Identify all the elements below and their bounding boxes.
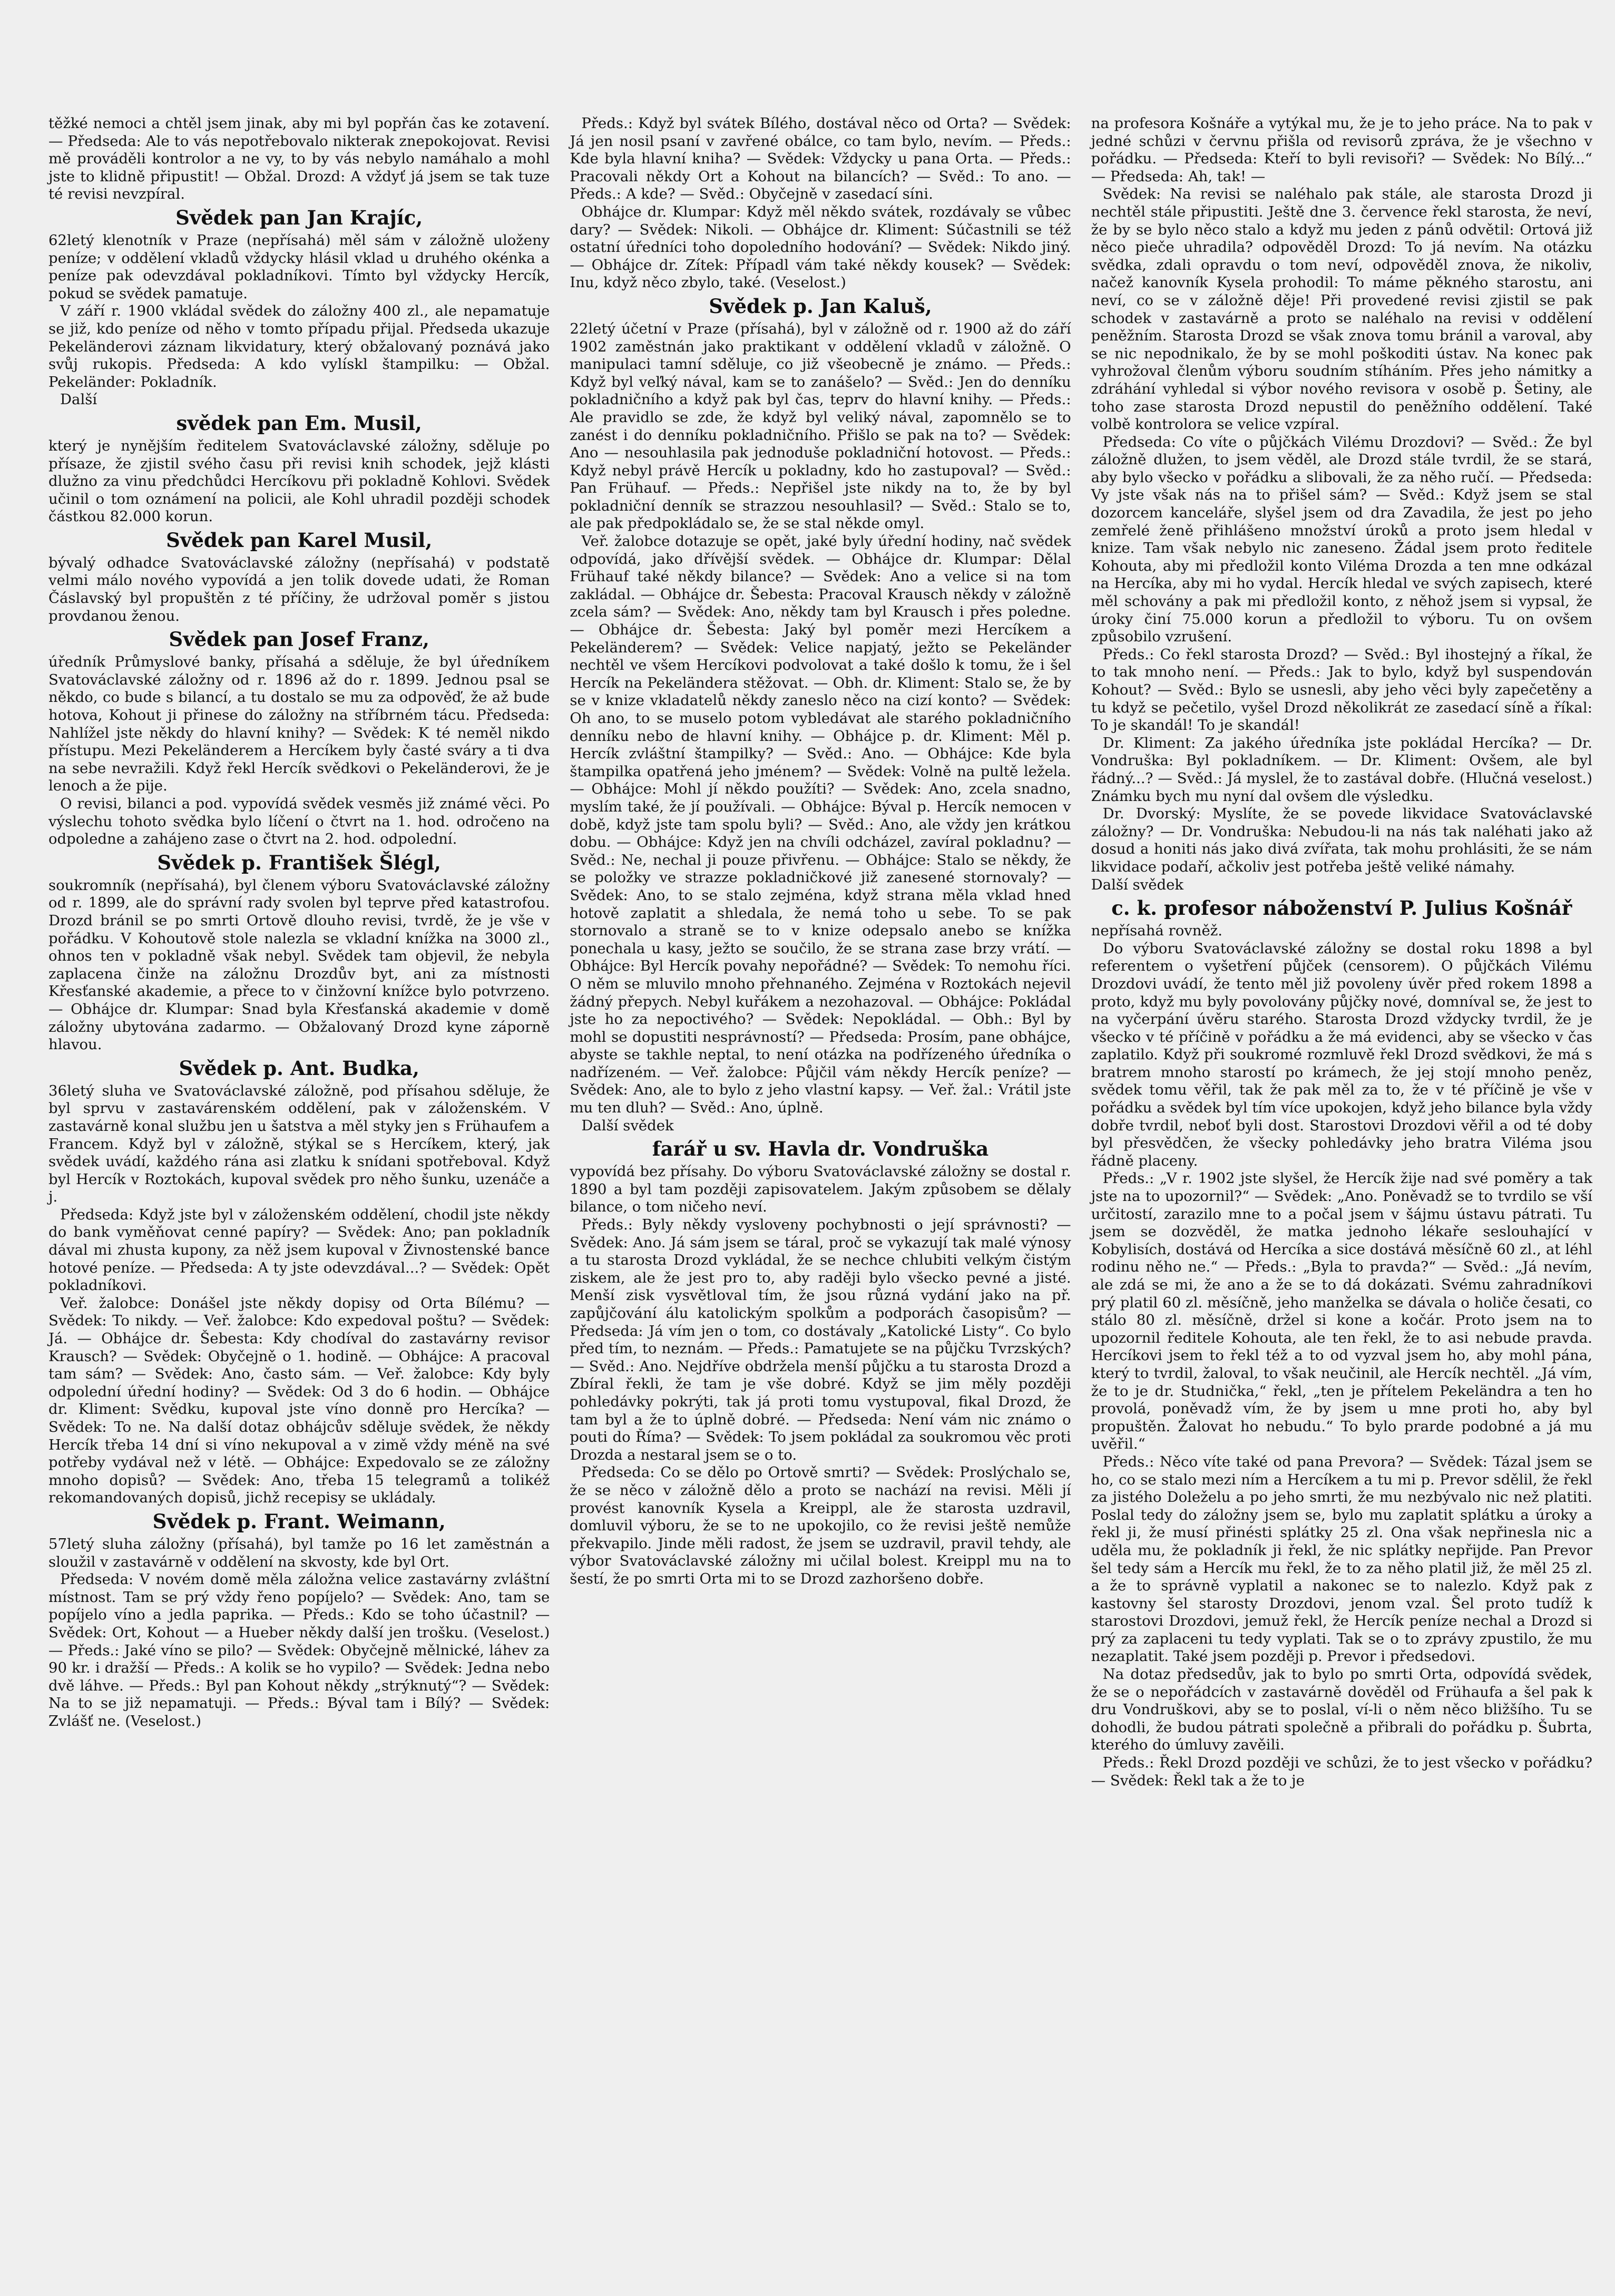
paragraph: Další svědek — [581, 1117, 674, 1134]
section-heading: Svědek p. Jan Kaluš, — [709, 294, 932, 318]
paragraph: který je nynějším ředitelem Svatováclavské záložny, sděluje po přísaze, že zjistil svého času při revisi knih schodek, jejž klásti dlužno za vinu předchůdci Hercíkovu při pokladně Kohlovi. Svědek učinil o tom oznámení na policii, ale Kohl uhradil později schodek částkou 82.000 korun. — [48, 437, 550, 525]
section-heading: svědek pan Em. Musil, — [176, 411, 422, 435]
column-2 — [570, 115, 1071, 2275]
paragraph: Další svědek — [1091, 876, 1184, 893]
paragraph: bývalý odhadce Svatováclavské záložny (nepřísahá) v podstatě velmi málo nového vypovídá a jen tolik dovede udati, že Roman Čáslavský byl propuštěn z té příčiny, že udržoval poměr s jistou provdanou ženou. — [48, 554, 550, 624]
paragraph: úředník Průmyslové banky, přísahá a sděluje, že byl úředníkem Svatováclavské záložny od r. 1896 až do r. 1899. Jednou psal se někdo, co bude s bilancí, a tu dostalo se mu za odpověď, že až bude hotova, Kohout ji přinese do záložny na stříbrném tácu. Předseda: Nahlížel jste někdy do hlavní knihy? — Svědek: K té neměl nikdo přístupu. Mezi Pekeländerem a Hercíkem byly časté sváry a ti dva na sebe nevražili. Když řekl Hercík svědkovi o Pekeländerovi, že je lenoch a že pije. — [48, 653, 550, 795]
paragraph: vypovídá bez přísahy. Do výboru Svatováclavské záložny se dostal r. 1890 a byl tam později zapisovatelem. Jakým způsobem se dělaly bilance, o tom ničeho neví. — [570, 1163, 1071, 1216]
paragraph: Veř. žalobce: Donášel jste někdy dopisy od Orta Bílému? — Svědek: To nikdy. — Veř. žalobce: Kdo expedoval poštu? — Svědek: Já. — Obhájce dr. Šebesta: Kdy chodíval do zastavárny revisor Krausch? — Svědek: Obyčejně o 1. hodině. — Obhájce: A pracoval tam sám? — Svědek: Ano, často sám. — Veř. žalobce: Kdy byly odpolední úřední hodiny? — Svědek: Od 3 do 6 hodin. — Obhájce dr. Kliment: Svědku, kupoval jste víno donně pro Hercíka? — Svědek: To ne. Na další dotaz obhájcův sděluje svědek, že někdy Hercík třeba 14 dní si víno nekupoval a v zimě vždy méně na své potřeby vydával než v létě. — Obhájce: Expedovalo se ze záložny mnoho dopisů? — Svědek: Ano, třeba 15 telegramů a tolikéž rekomandovaných dopisů, jichž recepisy se ukládaly. — [48, 1294, 550, 1507]
paragraph: nepřísahá rovněž. — [1091, 922, 1222, 940]
paragraph: Dr. Dvorský: Myslíte, že se povede likvidace Svatováclavské záložny? — Dr. Vondruška: Nebudou-li na nás tak naléhati jako až dosud a honiti nás jako divá zvířata, tak mohu prohlásiti, že se nám likvidace podaří, ačkoliv jest potřeba ještě veliké námahy. — [1091, 805, 1592, 875]
paragraph: Svědek: Na revisi se naléhalo pak stále, ale starosta Drozd ji nechtěl stále připustiti. Ještě dne 3. července řekl starosta, že neví, že by se bylo něco stalo a když mu jeden z pánů odvětil: Ortová již něco pieče uhradila? odpověděl Drozd: To já nevím. Na otázku svědka, zdali opravdu o tom neví, odpověděl znova, že nikoliv, načež kanovník Kysela prohodil: To máme pěkného starostu, ani neví, co se v záložně děje! Při provedené revisi zjistil se pak schodek v zastavárně a proto se naléhalo na revisi v oddělení peněžním. Starosta Drozd se však znova tomu bránil a varoval, aby se nic nepodnikalo, že by se mohl poškoditi ústav. Na konec pak vyhrožoval členům výboru soudním stíháním. Přes jeho námitky a zdráhání vyhledal si výbor nového revisora v osobě p. Šetiny, ale toho zase starosta Drozd nepustil do peněžního oddělení. Také volbě kontrolora se velice vzpíral. — [1091, 185, 1592, 433]
paragraph: Na dotaz předsedův, jak to bylo po smrti Orta, odpovídá svědek, že se o nepořádcích v zastavárně dověděl od Frühaufa a šel pak k dru Vondruškovi, aby se to poslal, ví-li o něm něco bližšího. Tu se dohodli, že budou pátrati společně a přibrali do pořádku p. Šubrta, kterého do úmluvy zavěili. — [1091, 1666, 1592, 1754]
paragraph: O revisi, bilanci a pod. vypovídá svědek vesměs již známé věci. Po výslechu tohoto svědka bylo líčení o čtvrt na 1. hod. odročeno na odpoledne a zahájeno zase o čtvrt na 2. hod. odpolední. — [48, 795, 550, 848]
section-heading: Svědek pan Karel Musil, — [166, 528, 433, 552]
paragraph: Předseda: Když jste byl v záloženském oddělení, chodil jste někdy do bank vyměňovat cenné papíry? — Svědek: Ano; pan pokladník dával mi zhusta kupony, za něž jsem kupoval v Živnostenské bance hotové peníze. — Předseda: A ty jste odevzdával...? — Svědek: Opět pokladníkovi. — [48, 1206, 550, 1294]
section-heading: Svědek p. František Šlégl, — [157, 851, 441, 874]
paragraph: 57letý sluha záložny (přísahá), byl tamže po 16 let zaměstnán a sloužil v zastavárně v oddělení na skvosty, kde byl Ort. — [48, 1535, 550, 1570]
paragraph: těžké nemoci a chtěl jsem jinak, aby mi byl popřán čas ke zotavení. — Předseda: Ale to vás nepotřebovalo nikterak znepokojovat. Revisi mě prováděli kontrolor a ne vy, to by vás nebylo namáhalo a mohl jste to klidně připustit! — Obžal. Drozd: A vždyť já jsem se tak tuze té revisi nevzpíral. — [48, 115, 550, 203]
section-heading: Svědek pan Jan Krajíc, — [175, 206, 423, 229]
section-heading: Svědek p. Frant. Weimann, — [152, 1509, 446, 1533]
paragraph: V září r. 1900 vkládal svědek do záložny 400 zl., ale nepamatuje se již, kdo peníze od něho v tomto případu přijal. Předseda ukazuje Pekeländerovi záznam likvidatury, který obžalovaný poznává jako svůj rukopis. Předseda: A kdo vylískl štampilku: — Obžal. Pekeländer: Pokladník. — [48, 302, 550, 390]
paragraph: Dr. Kliment: Za jakého úředníka jste pokládal Hercíka? — Dr. Vondruška: Byl pokladníkem. — Dr. Kliment: Ovšem, ale byl řádný...? — Svěd.: Já myslel, že to zastával dobře. (Hlučná veselost.) Známku bych mu nyní dal ovšem dle výsledku. — [1091, 734, 1592, 805]
paragraph: Předs.: Byly někdy vysloveny pochybnosti o její správnosti? — Svědek: Ano. Já sám jsem se táral, proč se vykazují tak malé výnosy a tu starosta Drozd vykládal, že se nechce chlubiti velkým čistým ziskem, ale že jest pro to, aby raději bylo všecko pevné a jisté. Menší zisk vysvětloval tím, že jsou různá vydání jako na př. zapůjčování álu katolickým spolkům a podporách časopisům? — Předseda: Já vím jen o tom, co dostávaly „Katolické Listy“. Co bylo před tím, to neznám. — Předs.: Pamatujete se na půjčku Tvrzských? — Svěd.: Ano. Nejdříve obdržela menší půjčku a tu starosta Drozd a Zbíral řekli, že tam je vše dobré. Když se jim měly později pohledávky pokrýti, tak já proti tomu vystupoval, fikal Drozd, že tam byl a že to úplně dobré. — Předseda: Není vám nic známo o pouti do Říma? — Svědek: To jsem pokládal za soukromou věc proti Drozda a nestaral jsem se o to. — [570, 1216, 1071, 1463]
paragraph: 62letý klenotník v Praze (nepřísahá) měl sám v záložně uloženy peníze; v oddělení vkladů vždycky hlásil vklad u druhého okénka a peníze pak odevzdával pokladníkovi. Tímto byl vždycky Hercík, pokud se svědek pamatuje. — [48, 231, 550, 302]
paragraph: Obhájce dr. Klumpar: Když měl někdo svátek, rozdávaly se vůbec dary? — Svědek: Nikoli. — Obhájce dr. Kliment: Súčastnili se též ostatní úředníci toho dopoledního hodování? — Svědek: Nikdo jiný. — Obhájce dr. Zítek: Případl vám také někdy kousek? — Svědek: Inu, když něco zbylo, také. (Veselost.) — [570, 203, 1071, 291]
paragraph: 22letý účetní v Praze (přísahá), byl v záložně od r. 1900 až do září 1902 zaměstnán jako praktikant v oddělení vkladů v záložně. O manipulaci tamní sděluje, co již všeobecně je známo. — Předs.: Když byl veľký nával, kam se to zanášelo? — Svěd.: Jen do denníku pokladničního a když pak byl čas, teprv do hlavní knihy. — Předs.: Ale pravidlo se zde, že když byl veliký nával, zapomnělo se to zanést i do denníku pokladničního. Přišlo se pak na to? — Svědek: Ano — nesouhlasila pak jednoduše pokladniční hotovost. — Předs.: Když nebyl právě Hercík u pokladny, kdo ho zastupoval? — Svěd.: Pan Frühauf. — Předs.: Nepřišel jste nikdy na to, že by byl pokladniční denník se strazzou nesouhlasil? — Svěd.: Stalo se to, ale pak předpokládalo se, že se stal někde omyl. — [570, 320, 1071, 532]
column-1 — [48, 115, 550, 2275]
section-heading: Svědek pan Josef Franz, — [169, 628, 429, 651]
section-heading: Svědek p. Ant. Budka, — [179, 1056, 419, 1080]
paragraph: 36letý sluha ve Svatováclavské záložně, pod přísahou sděluje, že byl sprvu v zastavárenském oddělení, pak v záloženském. V zastavárně konal službu jen u šatstva a měl styky jen s Frühaufem a Francem. Když byl v záložně, stýkal se s Hercíkem, který, jak svědek uvádí, každého rána asi zlatku k snídani spotřeboval. Když byl Hercík v Roztokách, kupoval svědek pro něho šunku, uzenáče a j. — [48, 1082, 550, 1206]
paragraph: Další — [60, 391, 97, 408]
paragraph: Do výboru Svatováclavské záložny se dostal roku 1898 a byl referentem o vyšetření půjček (censorem). O půjčkách Vilému Drozdovi uvádí, že tento měl již povoleny úvěr před rokem 1898 a proto, když mu byly povolovány půjčky nové, domníval se, že jest to na vyčerpání úvěru starého. Starosta Drozd vždycky tvrdil, že je všecko v té příčině v pořádku a že má evidenci, aby se všecko v čas zaplatilo. Když při soukromé rozmluvě řekl Drozd svědkovi, že má s bratrem mnoho starostí po krámech, že jej stojí mnoho peněz, svědek tomu věřil, tak že pak měl za to, že v té příčině je vše v pořádku a svědek byl tím více upokojen, když jeho bilance byla vždy dobře tvrdil, neboť byli dost. Starostovi Drozdovi věřil a od té doby byl přesvědčen, že všecky pohledávky jeho bratra Viléma jsou řádně placeny. — [1091, 940, 1592, 1169]
paragraph: na profesora Košnáře a vytýkal mu, že je to jeho práce. Na to pak v jedné schůzi v červnu přišla od revisorů zpráva, že je všechno v pořádku. — Předseda: Kteří to byli revisoři? — Svědek: No Bílý...“ — Předseda: Ah, tak! — — [1091, 115, 1592, 185]
newspaper-page — [48, 115, 1592, 2275]
paragraph: Veř. žalobce dotazuje se opět, jaké byly úřední hodiny, nač svědek odpovídá, jako dřívější svědek. — Obhájce dr. Klumpar: Dělal Frühauf také někdy bilance? — Svědek: Ano a velice si na tom zakládal. — Obhájce dr. Šebesta: Pracoval Krausch někdy v záložně zcela sám? — Svědek: Ano, někdy tam byl Krausch i přes poledne. — Obhájce dr. Šebesta: Jaký byl poměr mezi Hercíkem a Pekeländerem? — Svědek: Velice napjatý, ježto se Pekeländer nechtěl ve všem Hercíkovi podvolovat a také došlo k tomu, že i šel Hercík na Pekeländera stěžovat. — Obh. dr. Kliment: Stalo se, že by se v knize vkladatelů někdy zaneslo něco na cizí konto? — Svědek: Oh ano, to se muselo potom vybledávat ale starého pokladničního denníku nebo de hlavní knihy. — Obhájce p. dr. Kliment: Měl p. Hercík zvláštní štampilky? — Svěd.: Ano. — Obhájce: Kde byla štampilka opatřená jeho jménem? — Svědek: Volně na pultě ležela. — Obhájce: Mohl jí někdo použíti? — Svědek: Ano, zcela snadno, myslím také, že jí používali. — Obhájce: Býval p. Hercík nemocen v době, když jste tam spolu byli? — Svěd.: Ano, ale vždy jen krátkou dobu. — Obhájce: Když jen na chvíli odcházel, zavíral pokladnu? — Svěd.: Ne, nechal ji pouze přivřenu. — Obhájce: Stalo se někdy, že se položky ve strazze pokladničkové již zanesené stornovaly? — Svědek: Ano, to se stalo zejména, když strana měla vklad hned hotově zaplatit a shledala, že nemá toho u sebe. To se pak stornovalo a straně se to v knize odepsalo anebo se knížka ponechala u kasy, ježto se součilo, že se strana zase brzy vrátí. — Obhájce: Byl Hercík povahy nepořádné? — Svědek: To nemohu říci. O něm se mluvilo mnoho přehnaného. Zejména v Roztokách nejevil žádný přepych. Nebyl kuřákem a nezohazoval. — Obhájce: Pokládal jste ho za nepoctivého? — Svědek: Nepokládal. — Obh.: Byl by mohl se dopustiti nesprávností? — Předseda: Prosím, pane obhájce, abyste se takhle neptal, to není otázka na podřízeného úředníka o nadřízeném. — Veř. žalobce: Půjčil vám někdy Hercík peníze? — Svědek: Ano, ale to bylo z jeho vlastní kapsy. — Veř. žal.: Vrátil jste mu ten dluh? — Svěd.: Ano, úplně. — [570, 533, 1071, 1117]
paragraph: Předseda: V novém domě měla záložna velice zastavárny zvláštní místnost. Tam se prý vždy řeno popíjelo? — Svědek: Ano, tam se popíjelo víno a jedla paprika. — Předs.: Kdo se toho účastnil? — Svědek: Ort, Kohout — a Hueber někdy další jen trošku. (Veselost.) — Předs.: Jaké víno se pilo? — Svědek: Obyčejně mělnické, láhev za 90 kr. i dražší — Předs.: A kolik se ho vypilo? — Svědek: Jedna nebo dvě láhve. — Předs.: Byl pan Kohout někdy „strýknutý“? — Svědek: Na to se již nepamatuji. — Předs.: Býval tam i Bílý? — Svědek: Zvlášť ne. (Veselost.) — [48, 1571, 550, 1730]
paragraph: Předs.: Řekl Drozd později ve schůzi, že to jest všecko v pořádku? — Svědek: Řekl tak a že to je — [1091, 1754, 1592, 1789]
section-heading: c. k. profesor náboženství P. Julius Košnář — [1111, 896, 1572, 920]
paragraph: Předs.: „V r. 1902 jste slyšel, že Hercík žije nad své poměry a tak jste na to upozornil?“ — Svědek: „Ano. Poněvadž se to tvrdilo se vší určitostí, zarazilo mne to a počal jsem v šájmu ústavu pátrati. Tu jsem se dozvěděl, že matka jednoho lékaře seslouhající v Kobylisích, dostává od Hercíka a sice dostává měsíčně 60 zl., at léhl rodinu něho ne.“ — Předs.: „Byla to pravda?“ — Svěd.: „Já nevím, ale zdá se mi, že ano a že se to dá dokázati. Svému zahradníkovi prý platil 60 zl. měsíčně, jeho manželka se dávala o holiče česati, co stálo 80 zl. měsíčně, držel si kone a kočár. Proto jsem na to upozornil ředitele Kohouta, ale ten řekl, že to asi nebude pravda. Hercíkovi jsem to řekl též a to od vyzval jsem ho, aby mohl pána, který to tvrdil, žaloval, to však neučinil, ale Hercík nechtěl. „Já vím, že to je dr. Studnička,“ řekl, „ten je přítelem Pekeländra a ten ho provolá, poněvadž vím, že by jsem u mne proti ho, aby byl propuštěn. Žalovat ho nebudu.“ To bylo prarde podobné a já mu uvěřil.“ — [1091, 1170, 1592, 1453]
section-heading: farář u sv. Havla dr. Vondruška — [652, 1137, 989, 1161]
paragraph: Předseda: Co víte o půjčkách Vilému Drozdovi? — Svěd.: Že byl záložně dlužen, to jsem věděl, ale Drozd stále tvrdil, že se stará, aby bylo všecko v pořádku a slibovali, že za něho ručí. — Předseda: Vy jste však nás na to přišel sám? — Svěd.: Když jsem se stal dozorcem kanceláře, slyšel jsem od dra Zavadila, že jest po jeho zemřelé ženě přihlášeno množství úroků a proto jsem hledal v knize. Tam však nebylo nic zaneseno. Žádal jsem proto ředitele Kohouta, aby mi předložil konto Viléma Drozda a ten mne odkázal na Hercíka, aby mi ho vydal. Hercík hledal ve svých zapisech, které měl schovány a pak mi předložil konto, z něhož jsem si vypsal, že úroky činí 75.000 korun a předložil to výboru. Tu on ovšem způsobilo vzrušení. — [1091, 433, 1592, 646]
paragraph: Předseda: Co se dělo po Ortově smrti? — Svědek: Proslýchalo se, že se něco v záložně dělo a proto se nachází na revisi. Měli jí provést kanovník Kysela a Kreippl, ale že starosta uzdravil, domluvil výboru, že se to ne upokojilo, co že revisi ještě nemůže překvapilo. Jinde měli radost, že jsem se uzdravil, pravil tehdy, ale výbor Svatováclavské záložny mi učilal bolest. Kreippl mu na to šestí, že po smrti Orta mi to se Drozd zazhoršeno dobře. — [570, 1464, 1071, 1587]
paragraph: Předs.: Když byl svátek Bílého, dostával něco od Orta? — Svědek: Já jen nosil psaní v zavřené obálce, co tam bylo, nevím. — Předs.: Kde byla hlavní kniha? — Svědek: Vždycky u pana Orta. — Předs.: Pracovali někdy Ort a Kohout na bilancích? — Svěd.: To ano. — Předs.: A kde? — Svěd.: Obyčejně v zasedací síni. — [570, 115, 1071, 203]
paragraph: soukromník (nepřísahá), byl členem výboru Svatováclavské záložny od r. 1899, ale do správní rady svolen byl teprve před katastrofou. Drozd bránil se po smrti Ortově dlouho revisi, tvrdě, že je vše v pořádku. V Kohoutově stole nalezla se vkladní knížka na 3000 zl., ohnos ten v pokladně však nebyl. Svědek tam objevil, že nebyla zaplacena činže na záložnu Drozdův byt, ani za místnosti Křesťanské akademie, a přece to v činžovní knížce bylo potvrzeno. — Obhájce dr. Klumpar: Snad byla Křesťanská akademie v domě záložny ubytována zadarmo. — Obžalovaný Drozd kyne záporně hlavou. — [48, 876, 550, 1053]
column-3 — [1091, 115, 1592, 2275]
paragraph: Předs.: Co řekl starosta Drozd? — Svěd.: Byl ihostejný a říkal, že to tak mnoho není. — Předs.: Jak to bylo, když byl suspendován Kohout? — Svěd.: Bylo se usnesli, aby jeho věci byly zapečetěny a tu když se pečetilo, vyšel Drozd několikrát ze zasedací síně a říkal: To je skandál! To je skandál! — [1091, 646, 1592, 734]
paragraph: Předs.: Něco víte také od pana Prevora? — Svědek: Tázal jsem se ho, co se stalo mezi ním a Hercíkem a tu mi p. Prevor sdělil, že řekl za jistého Doleželu a po jeho smrti, že mu nezbývalo nic než platiti. Poslal tedy do záložny jsem se, bylo mu zaplatit splátku a úroky a řekl ji, že musí přinésti splátky 25 zl. Ona však nepřinesla nic a uděla mu, že pokladník ji řekl, že nic splátky nepřijde. Pan Prevor šel tedy sám a Hercík mu řekl, že to za něho platil již, že měl 25 zl. a že to správně vyplatil a nakonec se to nalezlo. Když pak z kastovny šel starosty Drozdovi, jenom vzal. Šel proto tudíž k starostovi Drozdovi, jemuž řekl, že Hercík peníze nechal a Drozd si prý za zaplaceni tu tedy vyplati. Tak se o to zprávy zpustilo, že mu nezaplatit. Také jsem později p. Prevor i předsedovi. — [1091, 1453, 1592, 1665]
